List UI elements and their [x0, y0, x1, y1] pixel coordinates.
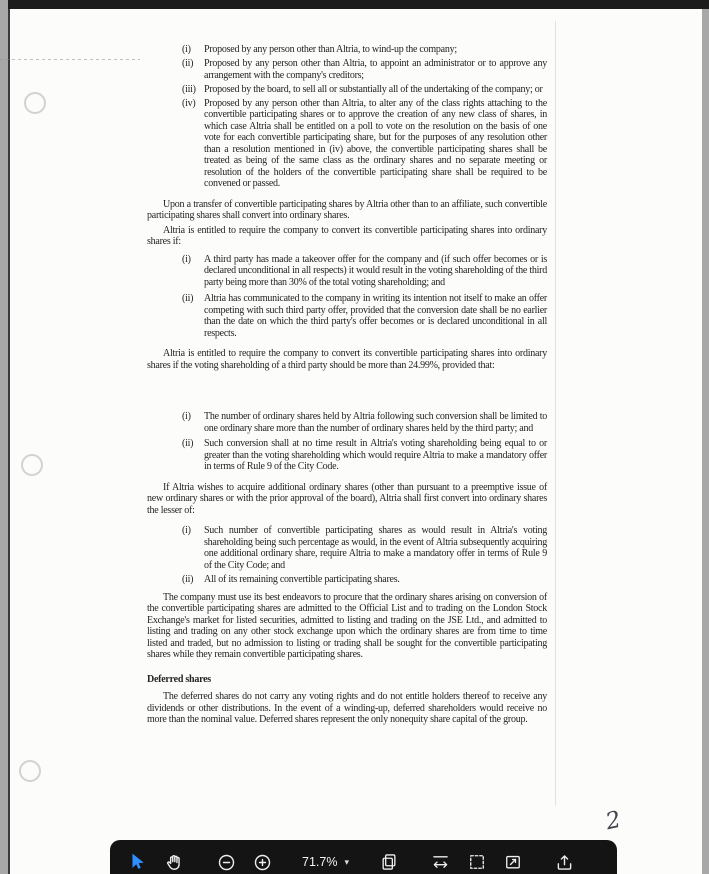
- list-item-text: Proposed by any person other than Altria, to wind-up the company;: [204, 44, 457, 55]
- list-item-label: (i): [182, 411, 191, 422]
- zoom-in-button[interactable]: [244, 845, 280, 874]
- list-item-text: Proposed by the board, to sell all or substantially all of the undertaking of the company; or: [204, 83, 543, 95]
- snapshot-region-button[interactable]: [459, 845, 495, 874]
- proviso-list: [147, 411, 547, 473]
- fit-width-icon: [430, 852, 451, 873]
- list-item-label: (ii): [182, 574, 194, 585]
- list-item-label: (iv): [182, 97, 196, 109]
- list-item-label: (i): [182, 44, 191, 55]
- list-item: [147, 58, 547, 81]
- list-item-text: Altria has communicated to the company in writing its intention not itself to make an offer competing with such third party offer, provided that the conversion date shall be no earlier than the date on which the third party's offer becomes or is declared unconditional in all respects.: [204, 293, 547, 339]
- list-item-label: (iii): [182, 83, 196, 95]
- paragraph-transfer: Upon a transfer of convertible participating shares by Altria other than to an affiliate, such convertible participating shares shall convert into ordinary shares.: [147, 198, 547, 221]
- list-item-text: All of its remaining convertible participating shares.: [204, 574, 400, 585]
- punch-hole: [24, 92, 46, 114]
- handwritten-page-number: 2: [603, 806, 624, 836]
- viewer-toolbar: [110, 840, 617, 874]
- list-item-text: A third party has made a takeover offer for the company and (if such offer becomes or is declared unconditional in all respects) it would result in the voting shareholding of the third party being more than 30% of the total voting shareholding; and: [204, 253, 547, 288]
- list-item: [147, 98, 547, 190]
- list-item: [147, 254, 547, 289]
- scan-top-edge: [8, 0, 709, 9]
- hand-icon: [164, 852, 185, 873]
- deferred-shares-heading: Deferred shares: [147, 673, 211, 685]
- cursor-tool-button[interactable]: [120, 845, 156, 874]
- zoom-level-value: 71.7%: [302, 855, 338, 869]
- zoom-out-button[interactable]: [208, 845, 244, 874]
- list-item: [147, 574, 547, 586]
- page-fold-line: [555, 21, 556, 806]
- list-item-label: (i): [182, 253, 191, 265]
- list-item-text: Such conversion shall at no time result in Altria's voting shareholding being equal to or greater than the voting shareholding which would require Altria to make a mandatory offer in terms of Rule 9 of the City Code.: [204, 438, 547, 472]
- list-item-label: (ii): [182, 438, 194, 449]
- list-item: [147, 293, 547, 339]
- list-item-text: Proposed by any person other than Altria, to alter any of the class rights attaching to the convertible participating shares or to approve the creation of any new class of shares, in which case Altria shall be entitled on a poll to vote on the resolution on the basis of one vote for each convertible participating share, but for the purposes of any resolution other than a resolution mentioned in (iv) above, the convertible participating shares shall be treated as being of the same class as the ordinary shares and no separate meeting or resolution of the holders of the convertible participating share shall be required to be convened or passed.: [204, 97, 547, 189]
- fullscreen-button[interactable]: [495, 845, 531, 874]
- resolutions-list: [147, 44, 547, 190]
- zoom-level-dropdown[interactable]: [292, 845, 359, 874]
- punch-hole: [19, 760, 41, 782]
- zoom-in-icon: [252, 852, 273, 873]
- copy-pages-button[interactable]: [371, 845, 407, 874]
- conversion-conditions-list: [147, 254, 547, 340]
- fullscreen-icon: [503, 852, 523, 872]
- chevron-down-icon: ▾: [344, 856, 349, 867]
- lesser-of-list: [147, 525, 547, 586]
- paragraph-acquire: If Altria wishes to acquire additional ordinary shares (other than pursuant to a preemptive issue of new ordinary shares or with the prior approval of the board), Altria shall first convert into ordinary shares the lesser of:: [147, 481, 547, 516]
- list-item-text: Such number of convertible participating shares as would result in Altria's voting shareholding being such percentage as would, in the event of Altria subsequently acquiring one additional ordinary share, require Altria to make a mandatory offer in terms of Rule 9 of the City Code; and: [204, 525, 547, 571]
- cursor-icon: [127, 851, 149, 873]
- scanned-document-page: [8, 9, 702, 874]
- zoom-out-icon: [216, 852, 237, 873]
- list-item: [147, 44, 547, 56]
- list-item-label: (ii): [182, 58, 194, 69]
- list-item-text: Proposed by any person other than Altria, to appoint an administrator or to approve any arrangement with the company's creditors;: [204, 58, 547, 81]
- list-item: [147, 411, 547, 434]
- list-item: [147, 438, 547, 473]
- document-text-column: [147, 38, 547, 726]
- list-item-text: The number of ordinary shares held by Altria following such conversion shall be limited to one ordinary share more than the number of ordinary shares held by the third party; and: [204, 411, 547, 434]
- paragraph-endeavors: The company must use its best endeavors to procure that the ordinary shares arising on conversion of the convertible participating shares are admitted to the Official List and to trading on the London Stock Exchange's market for listed securities, admitted to listing and trading on the JSE Ltd., and admitted to listing and trading on any other stock exchange upon which the ordinary shares are from time to time listed and traded, but no admission to listing or trading shall be sought for the convertible participating shares while they remain convertible participating shares.: [147, 591, 547, 660]
- list-item-label: (ii): [182, 293, 194, 304]
- hand-tool-button[interactable]: [156, 845, 192, 874]
- list-item: [147, 525, 547, 571]
- list-item-label: (i): [182, 525, 191, 536]
- paragraph-deferred: The deferred shares do not carry any voting rights and do not entitle holders thereof to receive any dividends or other distributions. In the event of a winding-up, deferred shareholders would receive no more than the nominal value. Deferred shares represent the only nonequity share capital of the group.: [147, 691, 547, 725]
- paragraph-convert-24: Altria is entitled to require the company to convert its convertible participating shares into ordinary shares if the voting shareholding of a third party should be more than 24.99%, provided that:: [147, 348, 547, 371]
- paragraph-convert-if: Altria is entitled to require the company to convert its convertible participating shares into ordinary shares if:: [147, 224, 547, 247]
- fit-width-button[interactable]: [423, 845, 459, 874]
- scan-artifact-line: [0, 59, 140, 60]
- export-icon: [554, 852, 575, 873]
- copy-icon: [379, 852, 399, 872]
- list-item: [147, 84, 547, 96]
- export-button[interactable]: [547, 845, 583, 874]
- punch-hole: [21, 454, 43, 476]
- snapshot-icon: [467, 852, 487, 872]
